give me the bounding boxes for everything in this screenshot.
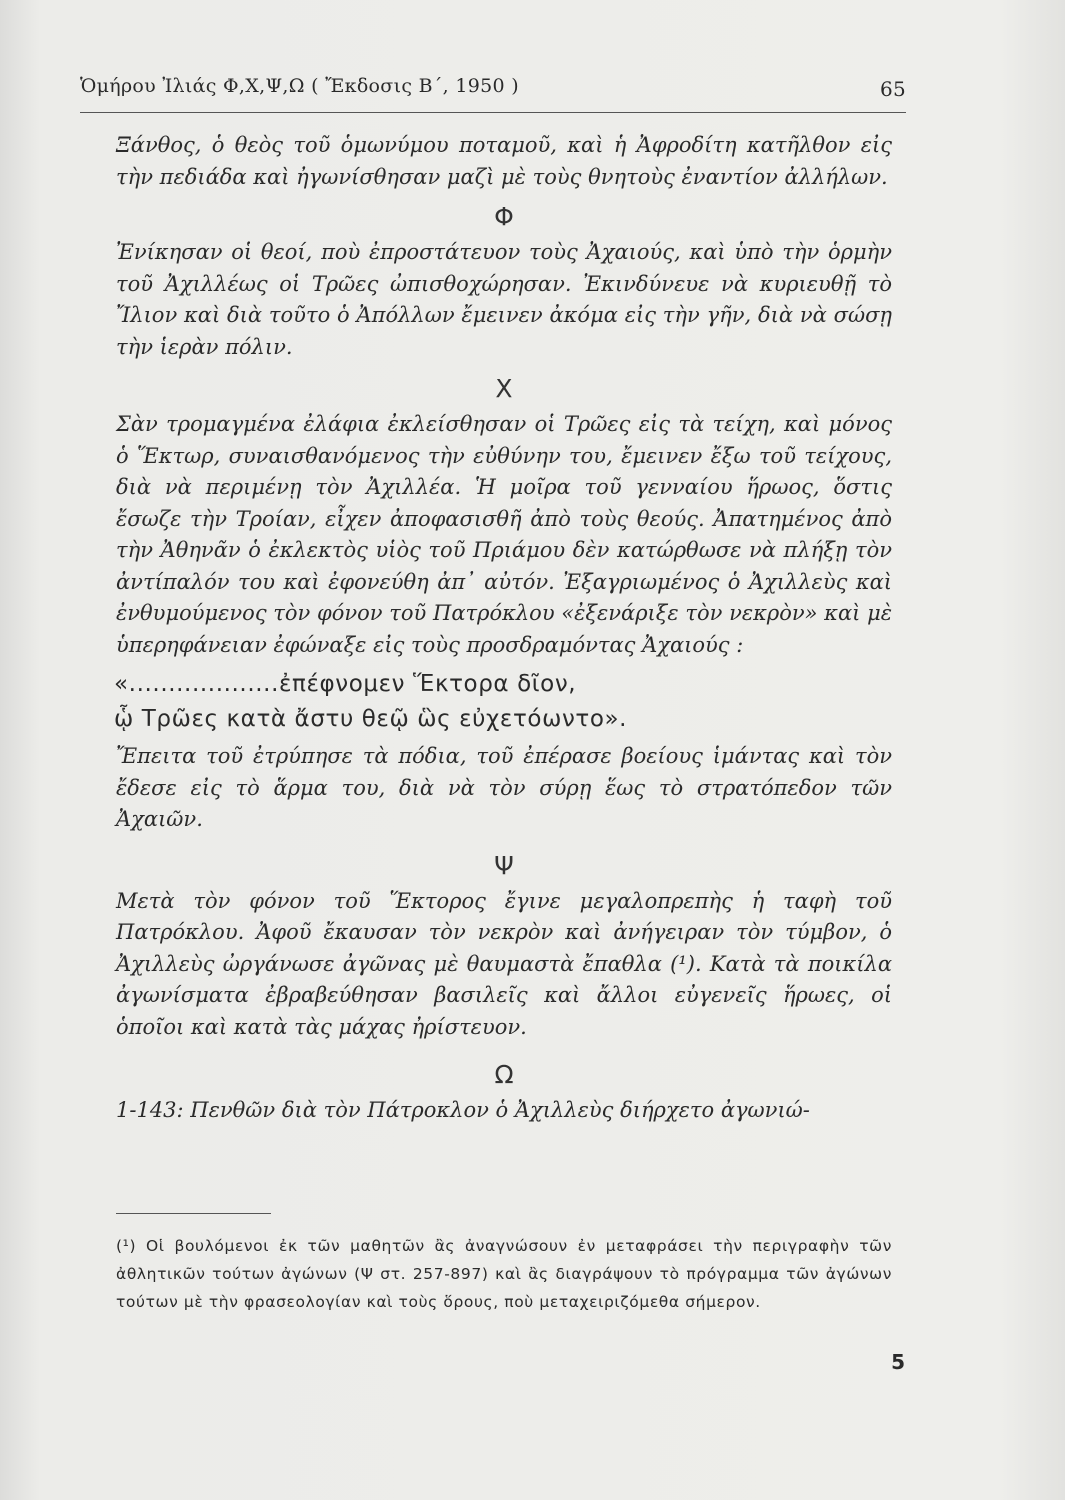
chi-paragraph: Σὰν τρομαγμένα ἐλάφια ἐκλείσθησαν οἱ Τρῶες εἰς τὰ τείχη, καὶ μόνος ὁ Ἕκτωρ, συναισθανόμενος τὴν εὐθύνην του, ἔμεινεν ἔξω τοῦ τείχους, διὰ νὰ περιμένῃ τὸν Ἀχιλλέα. Ἡ μοῖρα τοῦ γενναίου ἥρωος, ὅστις ἔσωζε τὴν Τροίαν, εἶχεν ἀποφασισθῆ ἀπὸ τοὺς θεούς. Ἀπατημένος ἀπὸ τὴν Ἀθηνᾶν ὁ ἐκλεκτὸς υἱὸς τοῦ Πριάμου δὲν κατώρθωσε νὰ πλήξῃ τὸν ἀντίπαλόν του καὶ ἐφονεύθη ἀπ᾽ αὐτόν. Ἐξαγριωμένος ὁ Ἀχιλλεὺς καὶ ἐνθυμούμενος τὸν φόνον τοῦ Πατρόκλου «ἐξενάριξε τὸν νεκρὸν» καὶ μὲ ὑπερηφάνειαν ἐφώναξε εἰς τοὺς προσδραμόντας Ἀχαιούς : [116, 412, 892, 657]
header-title: Ὁμήρου Ἰλιάς Φ,Χ,Ψ,Ω ( Ἔκδοσις Β΄, 1950 ) [80, 75, 519, 97]
section-heading-omega: Ω [494, 1060, 514, 1089]
quote-line-2: ᾧ Τρῶες κατὰ ἄστυ θεῷ ὣς εὐχετόωντο». [114, 706, 628, 732]
psi-paragraph: Μετὰ τὸν φόνον τοῦ Ἕκτορος ἔγινε μεγαλοπρεπὴς ἡ ταφὴ τοῦ Πατρόκλου. Ἀφοῦ ἔκαυσαν τὸν νεκρὸν καὶ ἀνήγειραν τὸν τύμβον, ὁ Ἀχιλλεὺς ὠργάνωσε ἀγῶνας μὲ θαυμαστὰ ἔπαθλα (¹). Κατὰ τὰ ποικίλα ἀγωνίσματα ἐβραβεύθησαν βασιλεῖς καὶ ἄλλοι εὐγενεῖς ἥρωες, οἱ ὁποῖοι καὶ κατὰ τὰς μάχας ἠρίστευον. [116, 888, 892, 1039]
page-number: 65 [879, 77, 906, 101]
footnote-rule [116, 1213, 271, 1214]
signature-mark: 5 [891, 1350, 905, 1374]
footnote: (¹) Οἱ βουλόμενοι ἐκ τῶν μαθητῶν ἂς ἀναγνώσουν ἐν μεταφράσει τὴν περιγραφὴν τῶν ἀθλητικῶν τούτων ἀγώνων (Ψ στ. 257-897) καὶ ἂς διαγράψουν τὸ πρόγραμμα τῶν ἀγώνων τούτων μὲ τὴν φρασεολογίαν καὶ τοὺς ὅρους, ποὺ μεταχειριζόμεθα σήμερον. [116, 1237, 892, 1311]
chi-paragraph-2: Ἔπειτα τοῦ ἐτρύπησε τὰ πόδια, τοῦ ἐπέρασε βοείους ἱμάντας καὶ τὸν ἔδεσε εἰς τὸ ἅρμα του, διὰ νὰ τὸν σύρῃ ἕως τὸ στρατόπεδον τῶν Ἀχαιῶν. [116, 744, 892, 831]
section-heading-psi: Ψ [494, 850, 514, 880]
intro-paragraph: Ξάνθος, ὁ θεὸς τοῦ ὁμωνύμου ποταμοῦ, καὶ ἡ Ἀφροδίτη κατῆλθον εἰς τὴν πεδιάδα καὶ ἠγωνίσθησαν μαζὶ μὲ τοὺς θνητοὺς ἐναντίον ἀλλήλων. [116, 133, 892, 189]
quote-line-1: «...................ἐπέφνομεν Ἕκτορα δῖον, [114, 671, 577, 697]
main-text [116, 130, 892, 1127]
homer-quote [114, 667, 892, 737]
phi-paragraph: Ἐνίκησαν οἱ θεοί, ποὺ ἐπροστάτευον τοὺς Ἀχαιούς, καὶ ὑπὸ τὴν ὁρμὴν τοῦ Ἀχιλλέως οἱ Τρῶες ὠπισθοχώρησαν. Ἐκινδύνευε νὰ κυριευθῇ τὸ Ἴλιον καὶ διὰ τοῦτο ὁ Ἀπόλλων ἔμεινεν ἀκόμα εἰς τὴν γῆν, διὰ νὰ σώσῃ τὴν ἱερὰν πόλιν. [116, 240, 892, 359]
section-heading-phi: Φ [494, 202, 514, 231]
header-rule [80, 112, 906, 113]
section-heading-chi: Χ [495, 374, 513, 403]
omega-paragraph: 1-143: Πενθῶν διὰ τὸν Πάτροκλον ὁ Ἀχιλλεὺς διήρχετο ἀγωνιώ- [116, 1098, 810, 1122]
running-header [80, 75, 906, 105]
